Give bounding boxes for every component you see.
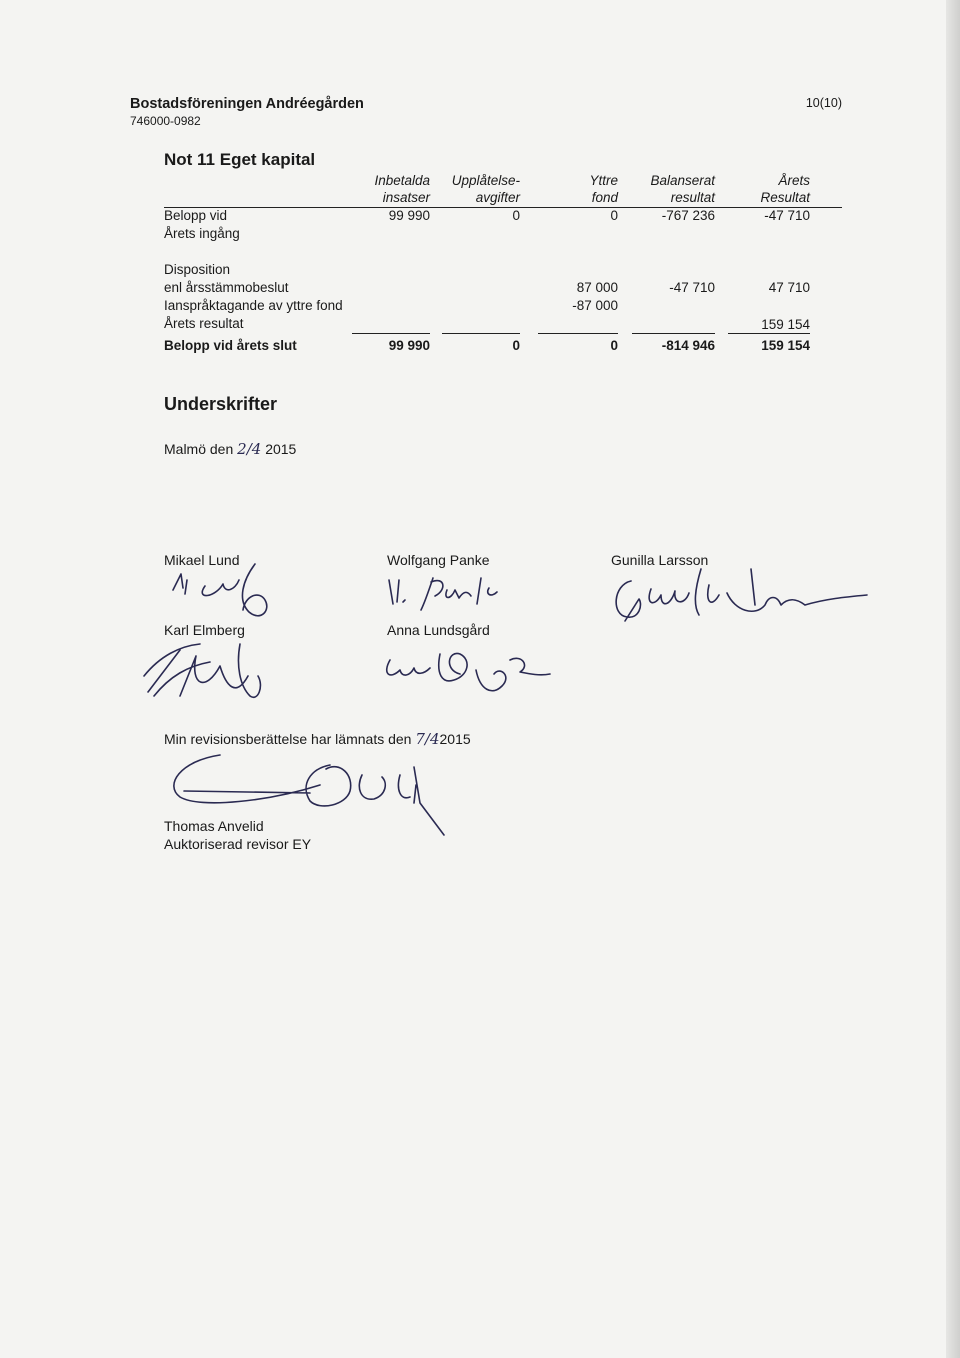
signature-gunilla-larsson (605, 565, 875, 635)
place-date: Malmö den 2/4 2015 (164, 440, 297, 458)
handwritten-date: 7/4 (415, 730, 440, 748)
cell-closing-insatser: 99 990 (388, 338, 430, 353)
signature-mikael-lund (165, 560, 275, 630)
signer-name: Karl Elmberg (164, 622, 245, 638)
cell-ianspraktagande-yttre-fond: -87 000 (572, 298, 618, 313)
sum-rule (442, 333, 520, 334)
signer-name: Wolfgang Panke (387, 552, 490, 568)
row-label-ianspraktagande: Ianspråktagande av yttre fond (164, 298, 343, 313)
auditor-statement: Min revisionsberättelse har lämnats den 7/42015 (164, 730, 471, 748)
row-label-belopp-vid: Belopp vid (164, 208, 228, 223)
column-header-balanserat-resultat: Balanserat resultat (650, 173, 715, 205)
page-edge (946, 0, 960, 1358)
auditor-name: Thomas Anvelid (164, 818, 264, 834)
signatures-title: Underskrifter (164, 394, 278, 414)
signature-anna-lundsgard (380, 640, 555, 705)
cell-closing-balanserat: -814 946 (661, 338, 715, 353)
signer-name: Anna Lundsgård (387, 622, 490, 638)
signer-name: Gunilla Larsson (611, 552, 709, 568)
organization-number: 746000-0982 (130, 114, 201, 128)
sum-rule (632, 333, 715, 334)
column-header-upplatelseavgifter: Upplåtelse- avgifter (451, 173, 520, 205)
column-header-inbetalda-insatser: Inbetalda insatser (374, 173, 430, 205)
cell-opening-insatser: 99 990 (388, 208, 430, 223)
row-label-belopp-arets-slut: Belopp vid årets slut (164, 338, 297, 353)
cell-closing-avgifter: 0 (512, 338, 520, 353)
column-header-arets-resultat: Årets Resultat (760, 173, 810, 205)
cell-closing-arets-resultat: 159 154 (761, 338, 810, 353)
column-header-yttre-fond: Yttre fond (589, 173, 618, 205)
cell-opening-yttre-fond: 0 (610, 208, 618, 223)
note-title: Not 11 Eget kapital (164, 150, 316, 169)
row-label-arets-ingang: Årets ingång (164, 226, 240, 241)
sum-rule (352, 333, 430, 334)
page-number: 10(10) (805, 96, 842, 110)
auditor-title: Auktoriserad revisor EY (164, 836, 312, 852)
cell-disposition-balanserat: -47 710 (669, 280, 715, 295)
cell-disposition-arets-resultat: 47 710 (768, 280, 810, 295)
sum-rule (538, 333, 618, 334)
cell-opening-avgifter: 0 (512, 208, 520, 223)
cell-arets-resultat-value: 159 154 (761, 317, 810, 332)
row-label-arsstammobeslut: enl årsstämmobeslut (164, 280, 289, 295)
cell-opening-balanserat: -767 236 (661, 208, 715, 223)
cell-disposition-yttre-fond: 87 000 (576, 280, 618, 295)
organization-name: Bostadsföreningen Andréegården (130, 96, 364, 112)
row-label-arets-resultat: Årets resultat (164, 316, 244, 331)
signature-wolfgang-panke (385, 570, 535, 615)
signer-name: Mikael Lund (164, 552, 240, 568)
row-label-disposition: Disposition (164, 262, 231, 277)
sum-rule (728, 333, 810, 334)
cell-opening-arets-resultat: -47 710 (764, 208, 810, 223)
signature-karl-elmberg (140, 636, 270, 711)
handwritten-date: 2/4 (237, 440, 262, 458)
cell-closing-yttre-fond: 0 (610, 338, 618, 353)
